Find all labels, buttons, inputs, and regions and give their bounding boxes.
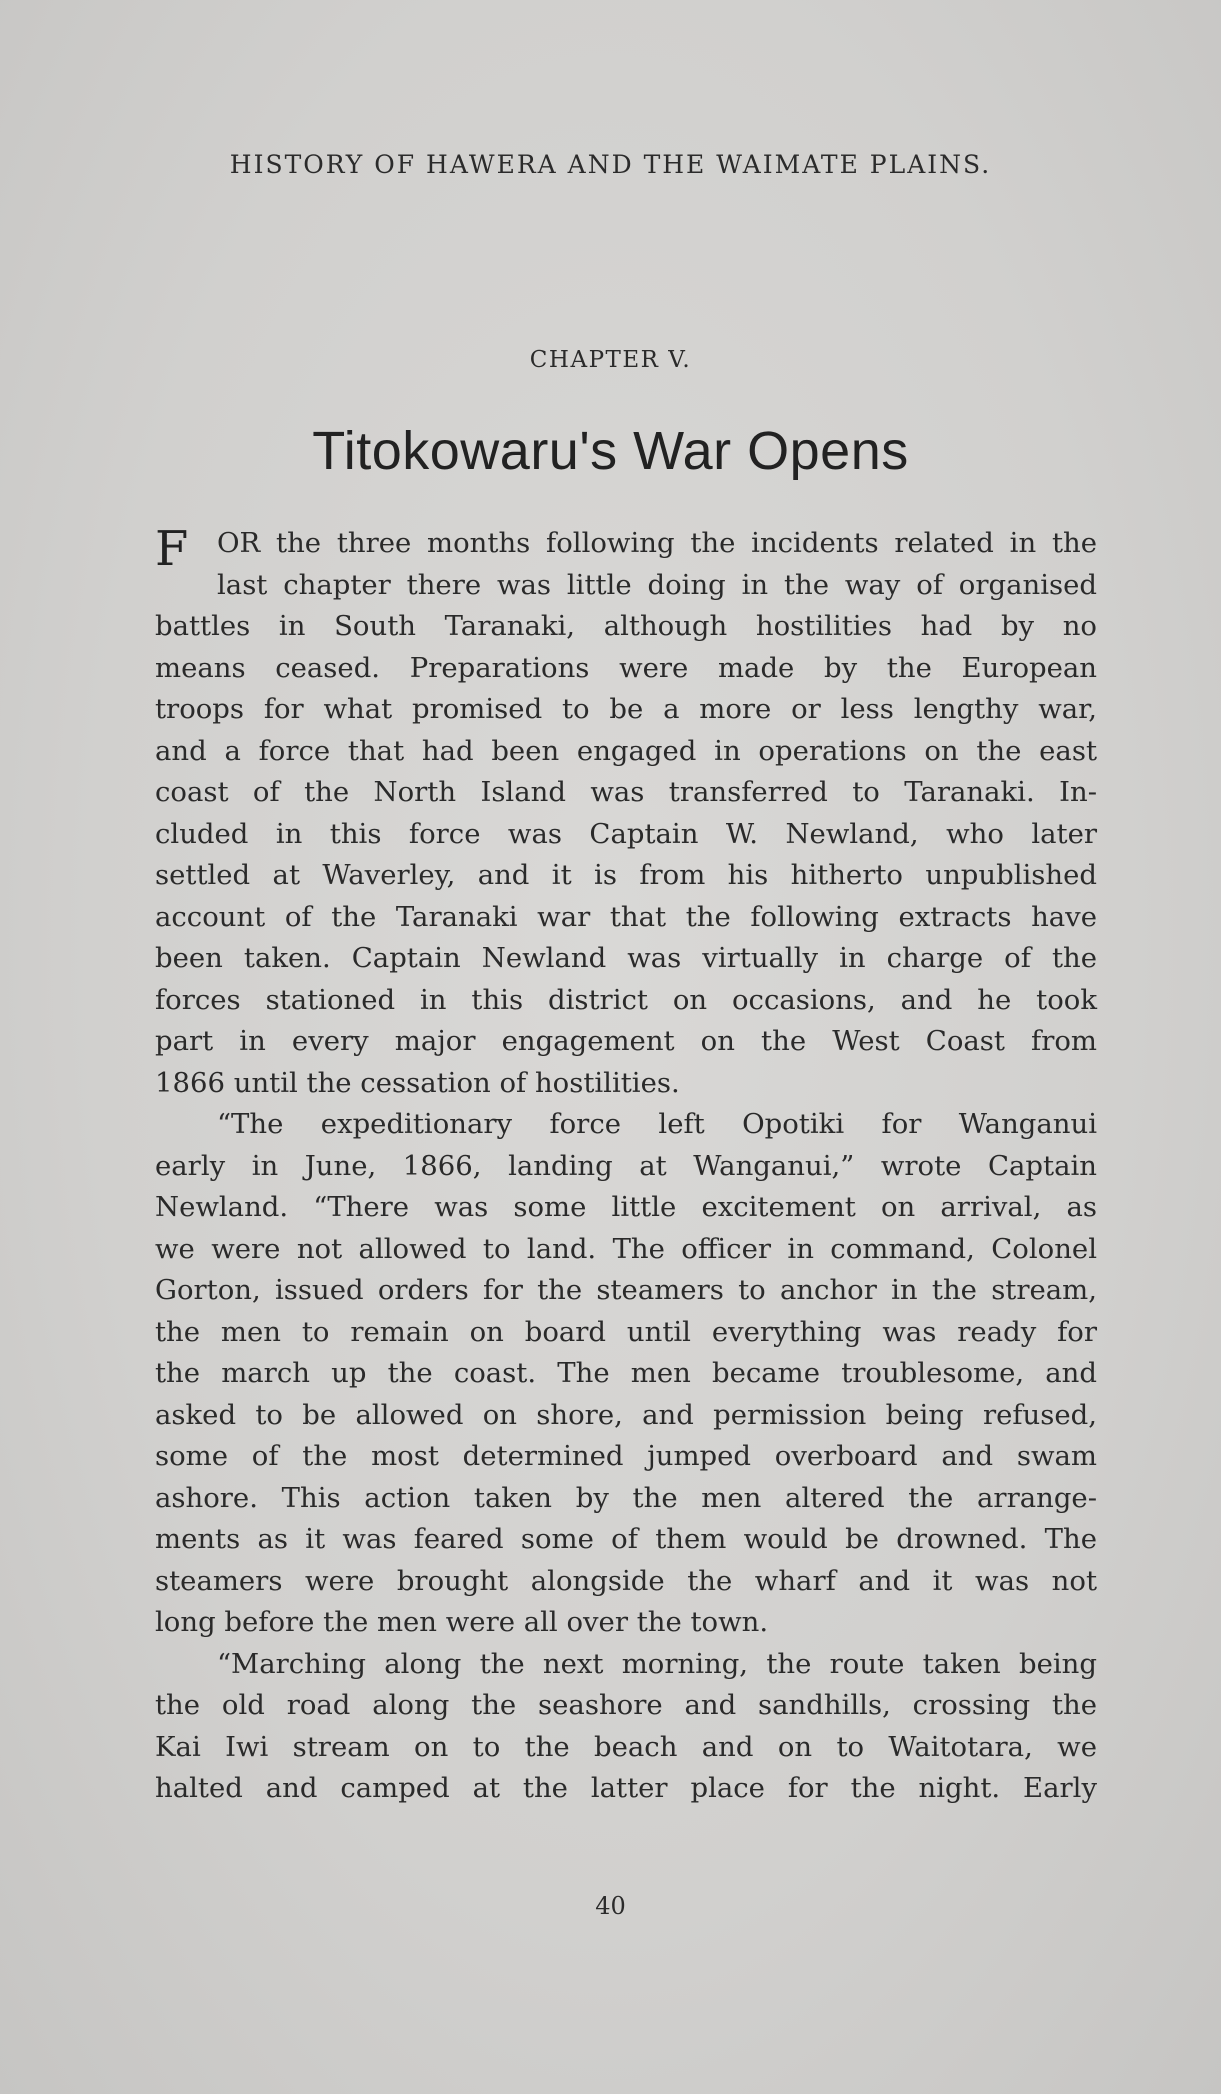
text-line: [155, 521, 1097, 577]
text-line: forces stationed in this district on occasions, and he took: [155, 983, 1097, 1016]
text-line: the men to remain on board until everything was ready for: [155, 1315, 1097, 1348]
text-line: 1866 until the cessation of hostilities.: [155, 1066, 680, 1099]
text-line: settled at Waverley, and it is from his hitherto unpublished: [155, 859, 1097, 891]
text-line: battles in South Taranaki, although hostilities had by no: [155, 610, 1097, 642]
running-head: HISTORY OF HAWERA AND THE WAIMATE PLAINS.: [229, 150, 992, 179]
text-line: asked to be allowed on shore, and permission being refused,: [155, 1398, 1097, 1431]
text-line: last chapter there was little doing in the way of organised: [217, 568, 1097, 601]
text-line: troops for what promised to be a more or less lengthy war,: [155, 693, 1097, 725]
text-line: Newland. “There was some little excitement on arrival, as: [155, 1191, 1097, 1223]
text-line: the old road along the seashore and sandhills, crossing the: [155, 1689, 1097, 1721]
body-text: [155, 523, 1097, 1810]
chapter-title: Titokowaru's War Opens: [312, 421, 909, 481]
text-line-content: OR the three months following the incidents related in the: [217, 527, 1097, 559]
text-line: early in June, 1866, landing at Wanganui,” wrote Captain: [155, 1149, 1097, 1182]
text-line: “The expeditionary force left Opotiki for Wanganui: [217, 1108, 1097, 1140]
text-line: cluded in this force was Captain W. Newland, who later: [155, 817, 1097, 850]
text-line: coast of the North Island was transferred to Taranaki. In-: [155, 776, 1097, 808]
text-line: ments as it was feared some of them would be drowned. The: [155, 1523, 1097, 1555]
text-line: some of the most determined jumped overboard and swam: [155, 1440, 1097, 1472]
chapter-label: CHAPTER V.: [529, 347, 692, 373]
text-line: steamers were brought alongside the wharf and it was not: [155, 1564, 1097, 1597]
text-line: the march up the coast. The men became troublesome, and: [155, 1357, 1097, 1389]
text-line: and a force that had been engaged in operations on the east: [155, 734, 1097, 767]
text-line: account of the Taranaki war that the following extracts have: [155, 900, 1097, 933]
text-line: “Marching along the next morning, the route taken being: [217, 1647, 1097, 1680]
text-line: Gorton, issued orders for the steamers to anchor in the stream,: [155, 1274, 1097, 1306]
text-line: long before the men were all over the town.: [155, 1606, 769, 1638]
drop-cap: F: [155, 521, 189, 577]
text-line: ashore. This action taken by the men altered the arrange-: [155, 1481, 1097, 1514]
text-line: been taken. Captain Newland was virtually in charge of the: [155, 942, 1097, 974]
text-line: halted and camped at the latter place for the night. Early: [155, 1772, 1097, 1804]
page-number: 40: [595, 1892, 626, 1920]
text-line: we were not allowed to land. The officer in command, Colonel: [155, 1232, 1097, 1265]
text-line: Kai Iwi stream on to the beach and on to Waitotara, we: [155, 1730, 1097, 1763]
text-line: means ceased. Preparations were made by the European: [155, 651, 1097, 684]
text-line: part in every major engagement on the West Coast from: [155, 1025, 1097, 1057]
